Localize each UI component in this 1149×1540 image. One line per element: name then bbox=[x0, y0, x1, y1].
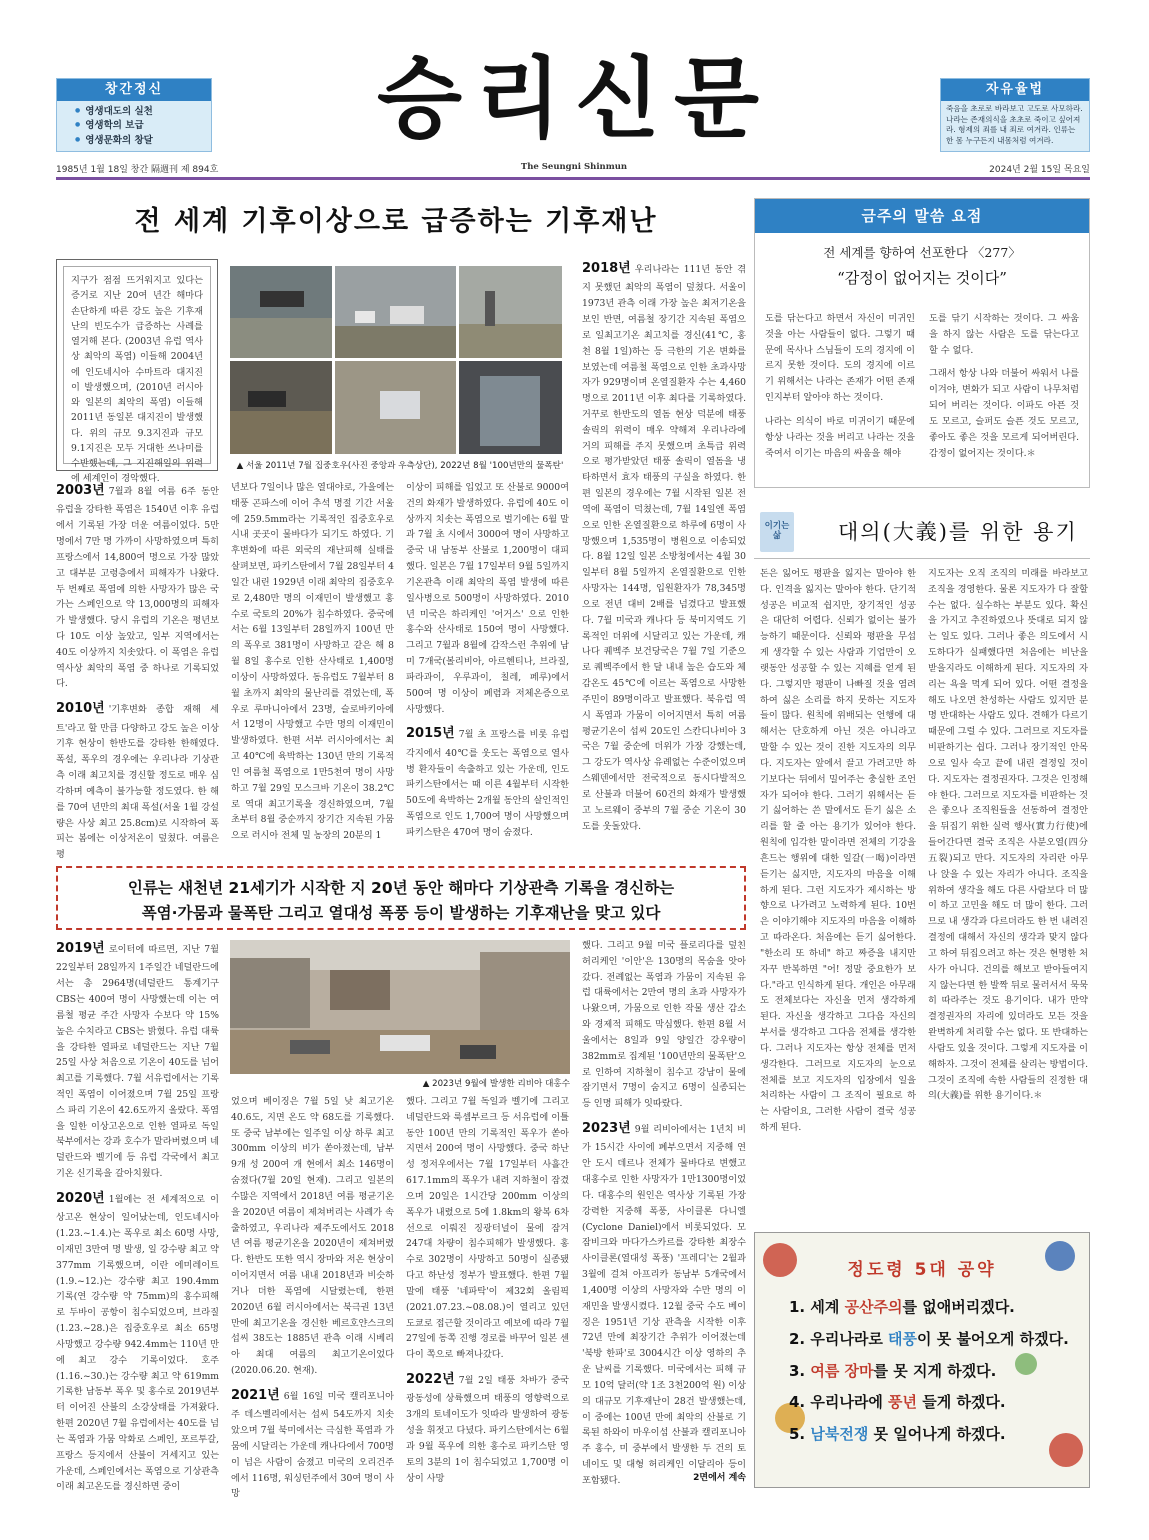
free-law-title: 자유율법 bbox=[941, 79, 1089, 101]
masthead-title: 승리신문 bbox=[376, 47, 774, 150]
text-2021: 6월 16일 미국 캘리포니아주 데스벨리에서는 섭씨 54도까지 치솟았으며 7월 북미에서는 극심한 폭염과 가뭄에 시달리는 가운데 캐나다에서 700명이 넘은 사람이 숨졌고 미국의 오리건주에서 116명, 워싱턴주에서 30여 명이 사망 bbox=[231, 1390, 394, 1500]
year-2010: 2010년 bbox=[56, 701, 105, 717]
text-2019: 로이터에 따르면, 지난 7월 22일부터 28일까지 1주일간 네덜란드에서는 총 2964명(네덜란드 통계기구 CBS는 400여 명이 사망했는데 이는 여름철 평균 주간 사망자 수보다 약 15% 높은 수치라고 CBS는 밝혔다. 유럽 대륙을 강타한 열파로 네덜란드는 지난 7월 25일 사상 처음으로 기온이 40도를 넘어 최고를 기록했다. 7월 서유럽에서는 기록적인 폭염이 이어졌으며 7월 25일 프랑스 파리 기온이 42.6도까지 올랐다. 폭염을 일한 이상고온으로 인한 열파로 독일 북부에서는 강과 호수가 말라버렸으며 네덜란드와 벨기에 등 유럽 각국에서 최고기온 신기록을 갈아치웠다. bbox=[56, 944, 219, 1180]
intro-box bbox=[56, 259, 218, 485]
column-title-rule bbox=[754, 558, 1090, 559]
text-2021-cont: 했다. 그리고 7월 독일과 벨기에 그리고 네덜란드와 룩셈부르크 등 서유럽에 이틀 동안 100년 만의 기록적인 폭우가 쏟아지면서 200여 명이 사망했다. 중국 하난성 정저우에서는 7월 17일부터 사흘간 617.1mm의 폭우가 내려 지하철이 잠겼으며 20일은 1시간당 200mm 이상의 폭우가 내렸으로 5에 1.8km의 왕복 6차선으로 이뤄진 징광터널이 물에 잠겨 247대 차량이 침수피해가 발생했다. 홍수로 302명이 사망하고 50명이 실종됐다고 하난성 정부가 발표했다. 한편 7월 말에 태풍 '네파탁'이 제32회 올림픽 (2021.07.23.~08.08.)이 열리고 있던 도쿄로 접근할 것이라고 예보에 따라 7월 27일에 동쪽 진행 경로를 바꾸어 일본 센다이 쪽으로 빠져나갔다. bbox=[406, 1096, 569, 1361]
founding-spirit-item: ● 영생학의 보급 bbox=[75, 119, 203, 133]
pledge-list bbox=[755, 1292, 1089, 1451]
year-2018: 2018년 bbox=[582, 261, 631, 276]
sermon-subtitle: 전 세계를 향하여 선포한다 〈277〉 bbox=[823, 245, 1021, 260]
year-2023: 2023년 bbox=[582, 1121, 631, 1137]
photo-libya-flood bbox=[230, 940, 570, 1074]
intro-text: 지구가 점점 뜨거워지고 있다는 증거로 지난 20여 년간 해마다 손단하게 따른 강도 높은 기후재난의 빈도수가 급증하는 사례를 열거해 본다. (2003년 유럽 역사상 최악의 폭염) 이들해 2004년에 인도네시아 수마트라 대지진이 발생했으며, (2010년 러시아와 일본의 최악의 폭염) 이들해 2011년 동일본 대지진이 발생했다. 위의 규모 9.3지진과 규모 9.1지진은 모두 거대한 쓰나미를 수반했는데, 그 지진해일의 위력에 세계인이 경악했다. bbox=[63, 266, 211, 464]
photo1-caption: ▲ 서울 2011년 7월 집중호우(사진 중앙과 우측상단), 2022년 8월 '100년만의 물폭탄' bbox=[236, 461, 564, 471]
photo2-caption: ▲ 2023년 9월에 발생한 리비아 대홍수 bbox=[422, 1079, 570, 1089]
text-2020: 1월에는 전 세계적으로 이상고온 현상이 일어났는데, 인도네시아(1.23.~1.4.)는 폭우로 최소 60명 사망, 이재민 3만여 명 발생, 일 강수량 최고 약 377mm 기록했으며, 이란 에미레이트(1.9.~12.)는 강수량 최고 190.4mm 기록(연 강수량 약 75mm)의 홍수피해로 두바이 공항이 침수되었으며, 브라질(1.23.~28.)은 집중호우로 최소 65명 사망했고 강수량 942.4mm는 110년 만에 최고 강수 기록이었다. 호주(1.16.~30.)는 강수량 최고 약 619mm 기록한 남동부 폭우 및 홍수로 2019년부터 이어진 산불의 소강상태를 가져왔다. 한편 2020년 7월 유럽에서는 40도를 넘는 폭염과 가뭄 악화로 스페인, 포르투갈, 프랑스 등지에서 산불이 거세지고 있는 가운데, 스페인에서는 폭염으로 기상관측 이래 최고온도를 경신하면 중이 bbox=[56, 1193, 219, 1493]
continued-note: 2면에서 계속 bbox=[693, 1473, 746, 1483]
year-2015: 2015년 bbox=[406, 726, 455, 742]
text-2023: 9월 리비아에서는 1년치 비가 15시간 사이에 폐부으면서 지중해 연안 도시 데르나 전체가 물바다로 변했고 대홍수로 인한 사망자가 1만1300명이었다. 대홍수의 원인은 역사상 기록된 가장 강력한 지중해 폭풍, 사이클론 다니엘(Cyclone Daniel)에서 비롯되었다. 모잠비크와 마다가스카르를 강타한 최장수 사이클론(열대성 폭풍) '프레디'는 2월과 3월에 걸쳐 아프리카 동남부 5개국에서 1,400명 이상의 사망자와 수만 명의 이재민을 발생시켰다. 12월 중국 수도 베이징은 1951년 기상 관측을 시작한 이후 72년 만에 최장기간 추위가 이어졌는데 '북방 한파'로 3004시간 이상 영하의 추운 날씨를 기록했다. 미국에서는 피해 규모 10억 달러(약 1조 3천200억 원) 이상의 대규모 기후재난이 28건 발생했는데, 이 중에는 100년 만에 최악의 산불로 기록된 하와이 마우이섬 산불과 캘리포니아주 홍수, 미 중부에서 발생한 두 건의 토네이도 및 대형 허리케인 이달리아 등이 포함됐다. bbox=[582, 1124, 746, 1486]
text-2022-cont: 했다. 그리고 9월 미국 플로리다를 덮친 허리케인 '이안'은 130명의 목숨을 앗아갔다. 전례없는 폭염과 가뭄이 지속된 유럽 대륙에서는 2만여 명의 초과 사망자가 나왔으며, 가뭄으로 인한 작물 생산 감소와 경제적 피해도 막심했다. 한편 8월 서울에서는 8일과 9일 양일간 강우량이 382mm로 집계된 '100년만의 물폭탄'으로 인하여 지하철이 침수고 강남이 물에 잠기면서 7명이 숨지고 6명이 실종되는 등 인명 피해가 잇따랐다. bbox=[582, 940, 746, 1110]
article-2019-2020 bbox=[56, 938, 219, 1493]
text-2020-cont: 었으며 베이징은 7월 5일 낮 최고기온 40.6도, 지면 온도 약 68도를 기록했다. 또 중국 남부에는 일주일 이상 하루 최고 300mm 이상의 비가 쏟아졌는데, 남부 9개 성 200여 개 현에서 최소 146명이 숨졌다(7월 20일 현재). 그리고 일본의 수많은 지역에서 2018년 여름 평균기온을 2020년 여름이 제쳐버리는 사례가 속출하였고, 우리나라 제주도에서도 2018년 여름 평균기온을 2020년이 제쳐버렸다. 한반도 또한 역시 장마와 저온 현상이 이어지면서 여름 내내 2018년과 비슷하거나 더한 폭염에 시달렸는데, 한편 2020년 6월 러시아에서는 북극권 13년 만에 최고기온을 경신한 베르호얀스크의 섭씨 38도는 1885년 관측 이래 시베리아 최대 여름의 최고기온이었다(2020.06.20. 현재). bbox=[231, 1096, 394, 1377]
founding-info: 1985년 1월 18일 창간 隔週刊 제 894호 bbox=[56, 165, 219, 175]
year-2003: 2003년 bbox=[56, 483, 105, 498]
pledge-item: 4. 우리나라에 풍년 들게 하겠다. bbox=[789, 1393, 1006, 1412]
founding-spirit-box bbox=[56, 78, 212, 152]
pledge-item: 5. 남북전쟁 못 일어나게 하겠다. bbox=[789, 1425, 1006, 1444]
sermon-col2 bbox=[929, 311, 1079, 483]
founding-spirit-item: ● 영생문화의 창달 bbox=[75, 134, 203, 148]
founding-spirit-list bbox=[57, 101, 211, 152]
pledge-item: 2. 우리나라로 태풍이 못 불어오게 하겠다. bbox=[789, 1329, 1069, 1348]
free-law-text: 죽음을 초로로 바라보고 고도로 사모하라. 나라는 존재의식을 초초로 죽이고 싶어져라. 형제의 죄를 내 죄로 여겨라. 인류는 한 몸 누구든지 내몸처럼 여겨라. bbox=[946, 104, 1083, 145]
pull-quote-line1: 인류는 새천년 21세기가 시작한 지 20년 동안 해마다 기상관측 기록을 경신하는 bbox=[127, 879, 675, 897]
year-2022: 2022년 bbox=[406, 1372, 455, 1388]
text-2003: 7월과 8월 여름 6주 동안 유럽을 강타한 폭염은 1540년 이후 유럽에서 기록된 가장 더운 여름이었다. 5만 명에서 7만 명 가까이 사망하였으며 특히 프랑스에서 14,800여 명으로 가장 많았고 대부분 고령층에서 피해자가 나왔다. 두 번째로 폭염에 의한 사망자가 많은 국가는 스페인으로 약 13,000명의 피해자가 발생했다. 당시 유럽의 기온은 평년보다 10도 이상 높았고, 일부 지역에서는 40도 이상까지 치솟았다. 이 폭염은 유럽 역사상 최악의 폭염 중 하나로 기록되었다. bbox=[56, 486, 219, 690]
text-2022: 7월 2일 태풍 차바가 중국 광동성에 상륙했으며 태풍의 영향력으로 3개의 토네이도가 잇따라 발생하여 광동성을 휘젓고 다녔다. 파키스탄에서는 6월과 9월 폭우에 의한 홍수로 파키스탄 영토의 3분의 1이 침수되었고 1,700명 이상이 사망 bbox=[406, 1375, 569, 1484]
photo-collage-seoul bbox=[230, 266, 562, 454]
flood-photos bbox=[230, 266, 562, 454]
weekly-header: 금주의 말씀 요점 bbox=[755, 199, 1089, 233]
article-2018 bbox=[582, 258, 746, 860]
text-2018: 우리나라는 111년 동안 겪지 못했던 최악의 폭염이 덮쳤다. 서울이 1973년 관측 이래 가장 높은 최저기온을 보인 반면, 여름철 장기간 지속된 폭염으로 일최고기온 최고치를 경신(41℃, 홍천 8월 1일)하는 등 극한의 기온 변화를 보였는데 여름철 폭염으로 인한 초과사망자가 929명이며 온열질환자 수는 4,460명으로 2011년 이후 최다를 기록하였다. 거꾸로 한반도의 열돔 현상 덕분에 태풍 솔릭의 위력이 매우 약해져 우리나라에 거의 피해를 주지 못했으며 초특급 위력으로 평가받았던 태풍 솔릭이 열돔을 냉타하면서 효자 태풍의 구실을 하였다. 한편 일본의 경우에는 7월 시작된 일본 전역에 폭염이 덕쳤는데, 7월 14일엔 폭염으로 인한 온열질환으로 하루에 6명이 사망했으며 1,535명이 병원으로 이송되었다. 8월 12일 일본 소방청에서는 4월 30일부터 8월 5일까지 온열질환으로 인한 사망자는 144명, 입원환자가 78,345명으로 전년 대비 2배를 넘겼다고 발표했다. 7월 미국과 캐나다 등 북미지역도 기록적인 더위에 시달리고 있는 가운데, 캐나다 퀘벡주 보건당국은 7월 7일 기준으로 퀘벡주에서 한 달 내내 높은 습도와 체감온도 45℃에 이르는 폭염으로 사망한 주민이 89명이라고 발표했다. 북유럽 역시 폭염과 가뭄이 이어지면서 특히 여름 평균기온이 섭씨 20도인 스칸디나비아 3국은 7월 중순에 더위가 가장 강했는데, 그 강도가 역사상 유례없는 수준이었으며 스웨덴에서만 전국적으로 동시다발적으로 산불과 더불어 60건의 화재가 발생했고 노르웨이 중부의 7월 중순 기온이 30도를 웃돌았다. bbox=[582, 264, 746, 832]
text-2015: 7월 초 프랑스를 비롯 유럽 각지에서 40℃를 웃도는 폭염으로 열사병 환자들이 속출하고 있는 가운데, 인도 파키스탄에서는 때 이른 4월부터 시작한 50도에 육박하는 2개월 동안의 살인적인 폭염으로 인도 1,700여 명이 사망했으며 파키스탄은 470여 명이 숨졌다. bbox=[406, 729, 569, 838]
english-title: The Seungni Shinmun bbox=[520, 162, 628, 172]
text-2010-cont: 이상이 피해를 입었고 또 산불로 9000여 건의 화재가 발생하였다. 유럽에 40도 이상까지 치솟는 폭염으로 벌기에는 6월 말과 7월 초 시에서 3000여 명이 사망하고 중국 내 남동부 산불로 1,200명이 대피했다. 일본은 7월 17일부터 9월 5일까지 기온관측 이래 최악의 폭염 발생에 따른 일사병으로 500명이 사망하였다. 2010년 미국은 하리케인 '어거스' 으로 인한 홍수와 산사태로 150여 명이 사망했다. 그리고 7월과 8월에 감작스런 추위에 남미 7개국(볼리비아, 아르헨티나, 브라질, 파라과이, 우루과이, 칠레, 페루)에서 500여 명 이상이 폐렴과 저체온증으로 사망했다. bbox=[406, 482, 569, 715]
article-col2-bottom bbox=[231, 1094, 394, 1500]
article-2003-2010 bbox=[56, 480, 219, 860]
free-law-box bbox=[940, 78, 1090, 152]
founding-spirit-title: 창간정신 bbox=[57, 79, 211, 101]
pledge-title: 정도령 5대 공약 bbox=[847, 1260, 997, 1280]
pull-quote bbox=[56, 866, 746, 930]
article-col2-top: 년보다 7일이나 많은 열대야로, 가을에는 태풍 곤파스에 이어 추석 명절 기간 서울에 259.5mm라는 기록적인 집중호우로 시내 곳곳이 물바다가 되기도 하였다. 기후변화에 따른 외국의 재난피해 실태를 살펴보면, 파키스탄에서 7월 28일부터 4일간 내린 1929년 이래 최악의 집중호우로 2,480만 명의 이재민이 발생했고 홍수로 국토의 20%가 침수하였다. 중국에서는 6월 13일부터 28일까지 100년 만의 폭우로 381명이 사망하고 같은 해 8월 8일 홍수로 인한 산사태로 1,400명 이상이 사망하였다. 동유럽도 7월부터 8월 초까지 최악의 물난리를 겪었는데, 폭우로 루마니아에서 23명, 슬로바키아에서 12명이 사망했고 수만 명의 이재민이 발생하였다. 한편 서부 러시아에서는 최고 40℃에 육박하는 130년 만의 기록적인 여름철 폭염으로 1만5천여 명이 사망하고 7월 29일 모스크바 기온이 38.2℃로 역대 최고기록을 경신하였으며, 7월 초부터 8월 중순까지 장기간 지속된 가뭄으로 러시아 전체 밀 농장의 20분의 1 bbox=[231, 482, 394, 842]
article-col3-bottom bbox=[406, 1094, 569, 1486]
sermon-quote: “감정이 없어지는 것이다” bbox=[837, 269, 1007, 287]
pledge-box bbox=[754, 1232, 1090, 1488]
sermon-col1 bbox=[765, 311, 915, 483]
sermon-text3: 도를 닦기 시작하는 것이다. 그 싸움을 하지 않는 사람은 도를 닦는다고 할 수 없다. bbox=[929, 313, 1079, 356]
header-rule bbox=[56, 177, 1090, 180]
founding-spirit-item: ● 영생대도의 실천 bbox=[75, 105, 203, 119]
column-col2: 지도자는 오직 조직의 미래를 바라보고 조직을 경영한다. 물론 지도자가 다 잘할 수는 없다. 실수하는 부분도 있다. 확신을 가지고 추진하였으나 뜻대로 되지 않는 일도 있다. 그러나 좋은 의도에서 시도하다가 실패했다면 처음에는 비난을 받을지라도 이해하게 된다. 지도자의 자리는 욕을 먹게 되어 있다. 어떤 결정을 해도 나오면 찬성하는 사람도 있지만 분명 반대하는 사람도 있다. 견해가 다르기 때문에 그럴 수 있다. 그러므로 지도자를 비판하기는 쉽다. 그러나 장기적인 안목으로 일사 숙고 끝에 내린 결정일 것이다. 지도자는 결정권자다. 그것은 인정해야 한다. 그러므로 지도자를 비판하는 것은 좋으나 조직원들을 선동하여 결정안을 뒤집기 위한 실력 행사(實力行使)에 들어간다면 결국 조직은 사분오열(四分五裂)되고 만다. 지도자의 자리란 아무나 앉을 수 있는 자리가 아니다. 조직을 위하여 생각을 해도 다른 사람보다 더 많이 하고 고민을 해도 더 많이 한다. 그러므로 내 생각과 다르더라도 한 번 내려진 결정에 대해서 자신의 생각과 맞지 않다고 하여 뒤집으려고 하는 것은 현명한 처사가 아니다. 건의를 해보고 받아들여지지 않는다면 한 발짝 뒤로 물러서서 묵묵히 따라주는 것도 용기이다. 내가 만약 결정권자의 자리에 있더라도 모든 것을 완벽하게 처리할 수는 없다. 또 반대하는 사람도 있을 것이다. 그렇게 지도자를 이해하자. 그것이 전체를 살리는 방법이다. 그것이 조직에 속한 사람들의 진정한 대의(大義)를 위한 용기이다.＊ bbox=[928, 568, 1088, 1102]
column-badge: 이기는 삶 bbox=[760, 512, 794, 552]
year-2019: 2019년 bbox=[56, 941, 105, 956]
sermon-text1: 도를 닦는다고 하면서 자신이 미귀인 것을 아는 사람들이 없다. 그렇기 때문에 목사나 스님들이 도의 경지에 이르지 못한 것이다. 도의 경지에 이르기 위해서는 나라는 존재가 어떤 존재인지부터 알아야 하는 것이다. bbox=[765, 313, 915, 404]
pledge-item: 1. 세계 공산주의를 없애버리겠다. bbox=[789, 1298, 1015, 1316]
sermon-text4: 그래서 항상 나와 더불어 싸워서 나를 이겨야, 변화가 되고 사람이 나무처럼 되어 버리는 것이다. 이파도 아픈 것도 모르고, 슬퍼도 슬픈 것도 모르고, 좋아도 좋은 것을 모르게 되어버린다. 감정이 없어지는 것이다.＊ bbox=[929, 368, 1079, 459]
year-2021: 2021년 bbox=[231, 1387, 280, 1403]
weekly-sermon-box bbox=[754, 198, 1090, 488]
sermon-text2: 나라는 의식이 바로 미귀이기 때문에 항상 나라는 것을 버리고 나라는 것을 죽여서 이기는 마음의 싸움을 해야 bbox=[765, 415, 915, 459]
main-headline: 전 세계 기후이상으로 급증하는 기후재난 bbox=[134, 206, 658, 237]
libya-photo bbox=[230, 940, 570, 1074]
pull-quote-line2: 폭염·가뭄과 물폭탄 그리고 열대성 폭풍 등이 발생하는 기후재난을 맞고 있다 bbox=[141, 903, 661, 922]
text-2010: '기후변화 종합 재해 세트'라고 할 만큼 다양하고 강도 높은 이상기후 현상이 한반도를 강타한 한해였다. 폭설, 폭우의 경우에는 우리나라 기상관측 이래 최고치를 경신할 정도로 매우 심각하며 예측이 불가능할 정도였다. 한 해를 70여 년만의 최대 폭설(서울 1월 강설량은 사상 최고 25.8cm)로 시작하여 폭피는 봄에는 이상저온이 덮쳤다. 여름은 평 bbox=[56, 704, 219, 861]
issue-date: 2024년 2월 15일 목요일 bbox=[989, 165, 1090, 175]
pledge-item: 3. 여름 장마를 못 지게 하겠다. bbox=[789, 1361, 997, 1380]
column-title: 대의(大義)를 위한 용기 bbox=[838, 520, 1078, 544]
column-col1: 돈은 잃어도 평판을 잃지는 말아야 한다. 인격을 잃지는 말아야 한다. 단기적 성공은 비교적 쉽지만, 장기적인 성공은 대단히 어렵다. 신뢰가 없이는 불가능하기 때문이다. 신뢰와 평판을 무섭게 생각할 수 있는 사람과 기업만이 오랫동안 성공할 수 있는 지혜를 얻게 된다. 그렇지만 평판이 나빠질 것을 염려하여 싫은 소리를 하지 못하는 지도자들이 많다. 원칙에 위배되는 언행에 대해서는 단호하게 아닌 것은 아니라고 말할 수 있는 것이 진한 지도자의 의무다. 지도자는 앞에서 끌고 가려고만 하기보다는 뒤에서 밀어주는 충실한 조언자가 되어야 한다. 그러기 위해서는 듣기 싫어하는 쓴 말에서도 듣기 싫은 소리를 할 줄 아는 용기가 있어야 한다. 원칙에 입각한 말이라면 전체의 기강을 흔드는 행위에 대한 일갈(一喝)이라면 듣기는 싫지만, 지도자의 마음을 이해하게 된다. 그런 지도자가 제시하는 방향으로 나가려고 노력하게 된다. 10번은 이야기해야 지도자의 마음을 이해하고 따라온다. 처음에는 듣기 싫어한다. "한소리 또 하네" 하고 짜증을 내지만 자꾸 반복하면 "어! 정말 중요한가 보다."라고 인식하게 된다. 개인은 아무래도 전체보다는 자신을 먼저 생각하게 된다. 자신을 생각하고 그다음 자신의 부서를 생각하고 그다음 전체를 생각한다. 그러나 지도자는 항상 전체를 먼저 생각한다. 그러므로 지도자의 눈으로 전체를 보고 지도자의 입장에서 일을 처리하는 사람이 그 조직이 필요로 하는 사람이요, 그러한 사람이 결국 성공하게 된다. bbox=[760, 568, 916, 1133]
article-col3-top bbox=[406, 480, 569, 860]
year-2020: 2020년 bbox=[56, 1190, 105, 1206]
